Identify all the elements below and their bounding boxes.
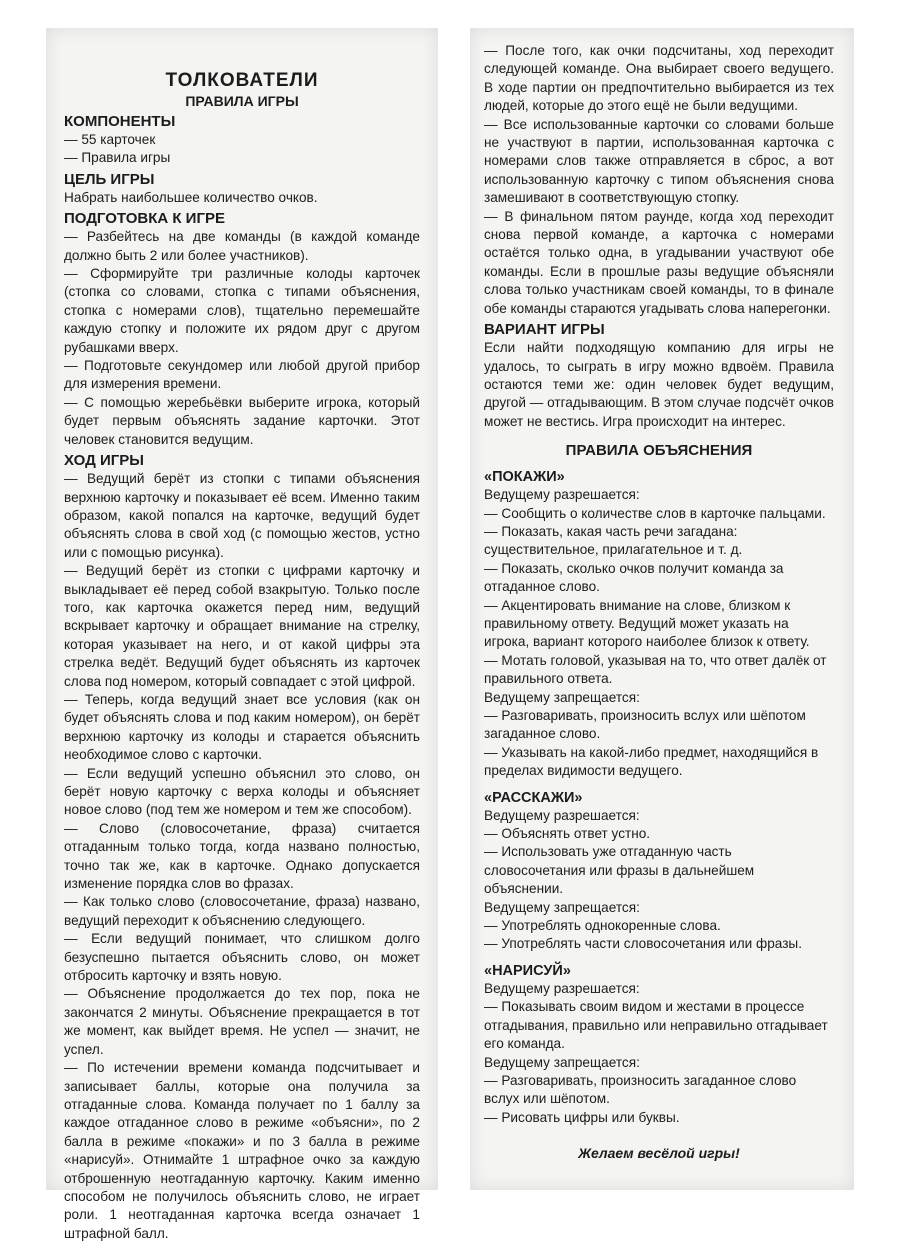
forbidden-label: Ведущему запрещается: [484, 1054, 640, 1070]
mode-tell-heading: «РАССКАЖИ» [484, 789, 583, 806]
variant-heading: ВАРИАНТ ИГРЫ [484, 321, 605, 339]
forbidden-item: — Рисовать цифры или буквы. [484, 1109, 680, 1125]
allowed-item: — Показать, сколько очков получит команда за отгаданное слово. [484, 560, 784, 595]
component-item: — Правила игры [64, 150, 171, 166]
forbidden-item: — Разговаривать, произносить загаданное слово вслух или шёпотом. [484, 1072, 797, 1107]
flow-paragraph: — По истечении времени команда подсчитывает и записывает баллы, которые она получила за отгаданные слова. Команда получает по 1 баллу за каждое отгаданное слово в режиме «объясни», по 2 балла в режиме «покажи» и по 3 балла в режиме «нарисуй». Отнимайте 1 штрафное очко за каждую отброшенную неотгаданную карточку. Каким именно способом не получилось объяснить слово, не играет роли. 1 неотгаданная карточка всегда означает 1 штрафной балл. [64, 1060, 420, 1241]
flow-paragraph: — Ведущий берёт из стопки с цифрами карточку и выкладывает её перед собой взакрытую. Только после того, как карточка окажется перед ним, ведущий вскрывает карточку и обращает внимание на стрелку, которая указывает на него, и от какой цифры эта стрелка ведёт. Ведущий будет объяснять из карточек слова под номером, который совпадает с этой цифрой. [64, 563, 420, 689]
flow-paragraph: — Все использованные карточки со словами больше не участвуют в партии, использованная карточка с номерами слов также отправляется в сброс, а вот использованную карточку с типом объяснения снова замешивают в соответствующую стопку. [484, 116, 834, 206]
flow-paragraph: — Слово (словосочетание, фраза) считается отгаданным только тогда, когда названо полностью, точно так же, как в карточке. Однако допускается изменение порядка слов во фразах. [64, 820, 420, 892]
game-title: ТОЛКОВАТЕЛИ [165, 70, 319, 91]
prep-paragraph: — Подготовьте секундомер или любой другой прибор для измерения времени. [64, 358, 420, 392]
allowed-label: Ведущему разрешается: [484, 487, 640, 503]
flow-paragraph: — Если ведущий понимает, что слишком долго безуспешно пытается объяснить слово, он может отбросить карточку и взять новую. [64, 931, 420, 984]
prep-paragraph: — Сформируйте три различные колоды карточек (стопка со словами, стопка с типами объяснения, стопка с номерами слов), тщательно перемешайте каждую стопку и положите их рядом друг с другом рубашками вверх. [64, 266, 420, 355]
components-heading: КОМПОНЕНТЫ [64, 113, 176, 130]
flow-paragraph: — Как только слово (словосочетание, фраза) названо, ведущий переходит к объяснению следующего. [64, 894, 420, 928]
forbidden-item: — Разговаривать, произносить вслух или шёпотом загаданное слово. [484, 708, 806, 742]
mode-show-heading: «ПОКАЖИ» [484, 469, 565, 486]
allowed-item: — Использовать уже отгаданную часть словосочетания или фразы в дальнейшем объяснении. [484, 844, 755, 897]
rules-sheet-left [46, 28, 438, 1241]
mode-draw-heading: «НАРИСУЙ» [484, 962, 571, 979]
forbidden-item: — Употреблять части словосочетания или фразы. [484, 936, 802, 952]
flow-paragraph: — В финальном пятом раунде, когда ход переходит снова первой команде, а карточка с номерами остаётся только одна, в угадывании участвуют обе команды. Если в прошлые разы ведущие объясняли слова только участникам своей команды, то в финале обе команды стараются угадывать слова наперегонки. [484, 208, 834, 316]
allowed-item: — Объяснять ответ устно. [484, 826, 651, 842]
rules-subtitle: ПРАВИЛА ИГРЫ [185, 93, 299, 109]
flow-heading: ХОД ИГРЫ [64, 452, 144, 470]
goal-text: Набрать наибольшее количество очков. [64, 189, 318, 205]
allowed-item: — Мотать головой, указывая на то, что ответ далёк от правильного ответа. [484, 652, 827, 687]
flow-paragraph: — Объяснение продолжается до тех пор, пока не закончатся 2 минуты. Объяснение прекращается в тот же момент, как выйдет время. Не успел — значит, не успел. [64, 986, 420, 1057]
explain-rules-heading: ПРАВИЛА ОБЪЯСНЕНИЯ [565, 442, 753, 460]
forbidden-item: — Употреблять однокоренные слова. [484, 918, 721, 934]
component-item: — 55 карточек [64, 132, 156, 147]
allowed-item: — Акцентировать внимание на слове, близком к правильному ответу. Ведущий может указать на игрока, вариант которого наиболее близок к ответу. [484, 597, 810, 650]
prep-heading: ПОДГОТОВКА К ИГРЕ [64, 210, 225, 228]
forbidden-item: — Указывать на какой-либо предмет, находящийся в пределах видимости ведущего. [484, 744, 819, 779]
prep-paragraph: — Разбейтесь на две команды (в каждой команде должно быть 2 или более участников). [64, 229, 420, 263]
allowed-item: — Показать, какая часть речи загадана: существительное, прилагательное и т. д. [484, 523, 743, 558]
flow-paragraph: — Ведущий берёт из стопки с типами объяснения верхнюю карточку и показывает её всем. Именно таким образом, какой попался на карточке, ведущий будет объяснять слова в свой ход (с помощью жестов, устно или с помощью рисунка). [64, 471, 420, 560]
closing-wish: Желаем весёлой игры! [578, 1145, 740, 1162]
rules-sheet-right [470, 28, 854, 1190]
allowed-item: — Сообщить о количестве слов в карточке пальцами. [484, 505, 826, 521]
goal-heading: ЦЕЛЬ ИГРЫ [64, 170, 155, 188]
allowed-label: Ведущему разрешается: [484, 980, 640, 996]
prep-paragraph: — С помощью жеребьёвки выберите игрока, который будет первым объяснять задание карточки. Этот человек становится ведущим. [64, 394, 420, 447]
variant-text: Если найти подходящую компанию для игры не удалось, то сыграть в игру можно вдвоём. Правила остаются теми же: один человек будет ведущим, другой — отгадывающим. В этом случае подсчёт очков может не вестись. Игра происходит на интерес. [484, 340, 834, 429]
forbidden-label: Ведущему запрещается: [484, 689, 640, 705]
allowed-item: — Показывать своим видом и жестами в процессе отгадывания, правильно или неправильно отгадывает его команда. [484, 999, 828, 1052]
allowed-label: Ведущему разрешается: [484, 807, 640, 823]
forbidden-label: Ведущему запрещается: [484, 899, 640, 915]
flow-paragraph: — После того, как очки подсчитаны, ход переходит следующей команде. Она выбирает своего ведущего. В ходе партии он предпочтительно выбирается из тех людей, которые до этого ещё не были ведущими. [484, 43, 834, 114]
flow-paragraph: — Теперь, когда ведущий знает все условия (как он будет объяснять слова и под каким номером), он берёт верхнюю карточку из колоды и старается объяснить необходимое слово с карточки. [64, 691, 420, 763]
flow-paragraph: — Если ведущий успешно объяснил это слово, он берёт новую карточку с верха колоды и объясняет новое слово (под тем же номером и тем же способом). [64, 765, 420, 818]
